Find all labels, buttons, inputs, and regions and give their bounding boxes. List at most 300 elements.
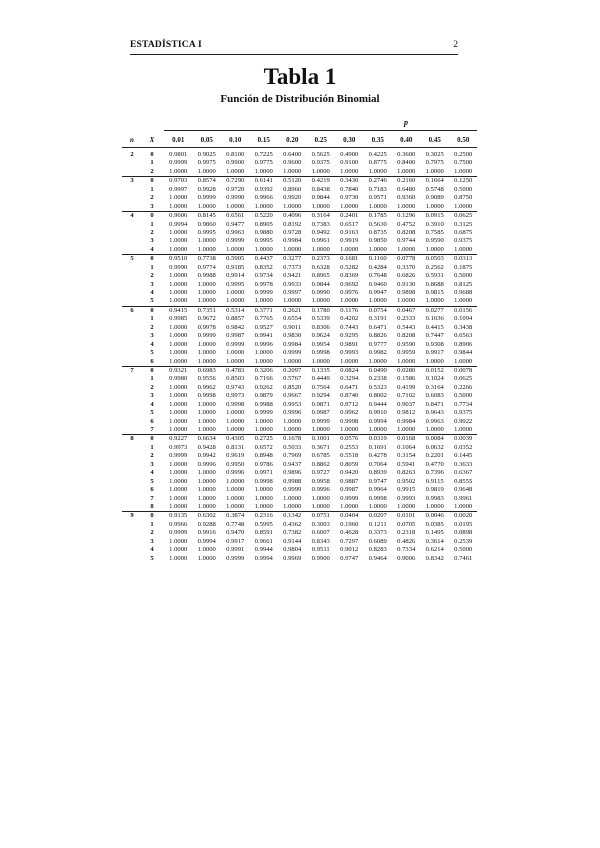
probability-cell: 0.9984 bbox=[397, 417, 416, 425]
probability-cell: 0.9392 bbox=[254, 185, 273, 193]
probability-cell: 1.0000 bbox=[283, 245, 302, 253]
n-header: n bbox=[130, 136, 134, 144]
p-header-6: 0.30 bbox=[343, 136, 356, 144]
x-value: 2 bbox=[150, 323, 154, 331]
probability-cell: 0.0352 bbox=[454, 443, 473, 451]
x-value: 0 bbox=[150, 151, 154, 158]
probability-cell: 1.0000 bbox=[311, 167, 330, 175]
probability-cell: 0.8369 bbox=[340, 272, 359, 280]
p-header-3: 0.15 bbox=[257, 136, 270, 144]
probability-cell: 0.9850 bbox=[368, 237, 387, 245]
x-value: 0 bbox=[150, 512, 154, 520]
probability-cell: 0.9844 bbox=[311, 194, 330, 202]
probability-cell: 0.9999 bbox=[254, 289, 273, 296]
probability-cell: 0.8574 bbox=[197, 177, 216, 185]
probability-cell: 1.0000 bbox=[368, 202, 387, 210]
table-row bbox=[122, 426, 477, 434]
probability-cell: 0.9712 bbox=[340, 400, 359, 408]
probability-cell: 0.9999 bbox=[226, 554, 245, 562]
probability-cell: 1.0000 bbox=[340, 502, 359, 510]
probability-cell: 1.0000 bbox=[226, 167, 245, 175]
probability-cell: 1.0000 bbox=[226, 486, 245, 494]
p-label: p bbox=[404, 118, 408, 127]
table-row bbox=[122, 434, 477, 443]
probability-cell: 0.4225 bbox=[368, 151, 387, 158]
probability-cell: 0.9980 bbox=[169, 375, 188, 383]
probability-cell: 1.0000 bbox=[283, 494, 302, 502]
probability-cell: 0.9375 bbox=[311, 159, 330, 167]
probability-cell: 1.0000 bbox=[283, 357, 302, 365]
probability-cell: 0.4900 bbox=[340, 151, 359, 158]
x-value: 1 bbox=[150, 263, 154, 271]
probability-cell: 0.8343 bbox=[311, 537, 330, 545]
probability-cell: 0.4096 bbox=[283, 212, 302, 220]
probability-cell: 0.1681 bbox=[340, 255, 359, 263]
probability-cell: 0.1001 bbox=[311, 435, 330, 443]
probability-cell: 1.0000 bbox=[169, 546, 188, 554]
probability-cell: 0.1636 bbox=[425, 315, 444, 323]
probability-cell: 0.0625 bbox=[454, 375, 473, 383]
probability-cell: 1.0000 bbox=[197, 554, 216, 562]
probability-cell: 0.8775 bbox=[368, 159, 387, 167]
probability-cell: 1.0000 bbox=[169, 349, 188, 357]
x-value: 0 bbox=[150, 435, 154, 443]
probability-cell: 0.2373 bbox=[311, 255, 330, 263]
probability-cell: 0.6517 bbox=[340, 220, 359, 228]
probability-cell: 0.9947 bbox=[368, 289, 387, 296]
probability-cell: 0.7734 bbox=[454, 400, 473, 408]
probability-cell: 0.9962 bbox=[340, 409, 359, 417]
x-value: 5 bbox=[150, 554, 154, 562]
table-row bbox=[122, 221, 477, 229]
probability-cell: 0.8857 bbox=[226, 315, 245, 323]
probability-cell: 1.0000 bbox=[169, 392, 188, 400]
x-value: 4 bbox=[150, 340, 154, 348]
probability-cell: 0.2539 bbox=[454, 537, 473, 545]
probability-cell: 0.0751 bbox=[311, 512, 330, 520]
probability-cell: 0.9643 bbox=[425, 409, 444, 417]
table-row bbox=[122, 306, 477, 315]
probability-cell: 0.9321 bbox=[169, 366, 188, 374]
probability-cell: 0.7102 bbox=[397, 392, 416, 400]
probability-cell: 1.0000 bbox=[169, 537, 188, 545]
probability-cell: 0.9999 bbox=[226, 237, 245, 245]
probability-cell: 0.9910 bbox=[368, 409, 387, 417]
p-header-2: 0.10 bbox=[229, 136, 242, 144]
probability-cell: 0.8905 bbox=[254, 220, 273, 228]
probability-cell: 0.0195 bbox=[454, 520, 473, 528]
probability-cell: 0.4826 bbox=[397, 537, 416, 545]
probability-cell: 0.9971 bbox=[254, 469, 273, 477]
table-subtitle: Función de Distribución Binomial bbox=[220, 93, 380, 105]
x-value: 1 bbox=[150, 159, 154, 167]
probability-cell: 0.9958 bbox=[311, 477, 330, 485]
probability-cell: 0.5905 bbox=[226, 255, 245, 263]
probability-cell: 0.3438 bbox=[454, 323, 473, 331]
probability-cell: 0.1495 bbox=[425, 529, 444, 537]
probability-cell: 1.0000 bbox=[254, 486, 273, 494]
probability-cell: 1.0000 bbox=[283, 426, 302, 433]
probability-cell: 1.0000 bbox=[169, 477, 188, 485]
probability-cell: 1.0000 bbox=[197, 494, 216, 502]
probability-cell: 0.6554 bbox=[283, 315, 302, 323]
probability-cell: 0.9964 bbox=[368, 486, 387, 494]
probability-cell: 0.5033 bbox=[283, 443, 302, 451]
probability-cell: 0.2500 bbox=[454, 151, 473, 158]
probability-cell: 0.9590 bbox=[425, 237, 444, 245]
probability-cell: 0.9688 bbox=[454, 289, 473, 296]
probability-cell: 0.9844 bbox=[311, 280, 330, 288]
probability-cell: 0.9990 bbox=[226, 194, 245, 202]
probability-cell: 0.9842 bbox=[226, 323, 245, 331]
probability-cell: 0.7765 bbox=[254, 315, 273, 323]
probability-cell: 1.0000 bbox=[368, 426, 387, 433]
probability-cell: 0.7969 bbox=[283, 452, 302, 460]
probability-cell: 0.9590 bbox=[397, 340, 416, 348]
probability-cell: 0.9999 bbox=[197, 194, 216, 202]
x-value: 3 bbox=[150, 460, 154, 468]
probability-cell: 0.2725 bbox=[254, 435, 273, 443]
probability-cell: 1.0000 bbox=[197, 409, 216, 417]
x-value: 3 bbox=[150, 537, 154, 545]
probability-cell: 0.9996 bbox=[226, 469, 245, 477]
probability-cell: 0.9619 bbox=[226, 452, 245, 460]
probability-cell: 0.4628 bbox=[340, 529, 359, 537]
probability-cell: 1.0000 bbox=[169, 245, 188, 253]
probability-cell: 0.9734 bbox=[254, 272, 273, 280]
probability-cell: 1.0000 bbox=[425, 297, 444, 305]
probability-cell: 0.4278 bbox=[368, 452, 387, 460]
probability-cell: 0.0084 bbox=[425, 435, 444, 443]
probability-cell: 0.8342 bbox=[425, 554, 444, 562]
table-row bbox=[122, 176, 477, 185]
probability-cell: 0.2553 bbox=[340, 443, 359, 451]
probability-cell: 1.0000 bbox=[254, 245, 273, 253]
probability-cell: 0.9556 bbox=[197, 375, 216, 383]
table-row bbox=[122, 469, 477, 477]
probability-cell: 1.0000 bbox=[254, 502, 273, 510]
probability-cell: 0.9571 bbox=[368, 194, 387, 202]
probability-cell: 0.0152 bbox=[425, 366, 444, 374]
x-value: 6 bbox=[150, 486, 154, 494]
table-row bbox=[122, 194, 477, 202]
probability-cell: 0.7564 bbox=[311, 383, 330, 391]
probability-cell: 0.2201 bbox=[425, 452, 444, 460]
probability-cell: 0.9624 bbox=[311, 332, 330, 340]
table-row bbox=[122, 418, 477, 426]
probability-cell: 0.3154 bbox=[397, 452, 416, 460]
probability-cell: 0.3874 bbox=[226, 512, 245, 520]
probability-cell: 0.1678 bbox=[283, 435, 302, 443]
probability-cell: 0.9984 bbox=[283, 237, 302, 245]
p-header-4: 0.20 bbox=[286, 136, 299, 144]
probability-cell: 0.9961 bbox=[454, 494, 473, 502]
probability-cell: 0.9115 bbox=[425, 477, 444, 485]
probability-cell: 0.9900 bbox=[311, 554, 330, 562]
p-header-0: 0.01 bbox=[172, 136, 185, 144]
probability-cell: 0.9998 bbox=[311, 349, 330, 357]
probability-cell: 0.6400 bbox=[283, 151, 302, 158]
probability-cell: 0.3600 bbox=[397, 151, 416, 158]
probability-cell: 0.1780 bbox=[311, 306, 330, 314]
probability-cell: 0.3614 bbox=[425, 537, 444, 545]
probability-cell: 0.2338 bbox=[368, 375, 387, 383]
probability-cell: 0.9527 bbox=[254, 323, 273, 331]
probability-cell: 0.9871 bbox=[311, 400, 330, 408]
n-value: 6 bbox=[130, 306, 134, 314]
probability-cell: 0.9777 bbox=[368, 340, 387, 348]
x-value: 6 bbox=[150, 417, 154, 425]
probability-cell: 0.9135 bbox=[169, 512, 188, 520]
probability-cell: 0.9898 bbox=[397, 289, 416, 296]
probability-cell: 0.9896 bbox=[283, 469, 302, 477]
x-value: 2 bbox=[150, 383, 154, 391]
probability-cell: 1.0000 bbox=[197, 245, 216, 253]
probability-cell: 0.8826 bbox=[368, 332, 387, 340]
probability-cell: 0.0467 bbox=[397, 306, 416, 314]
probability-cell: 1.0000 bbox=[425, 202, 444, 210]
probability-cell: 0.5339 bbox=[311, 315, 330, 323]
probability-cell: 0.9692 bbox=[340, 280, 359, 288]
probability-cell: 0.9295 bbox=[340, 332, 359, 340]
probability-cell: 0.1211 bbox=[368, 520, 387, 528]
probability-cell: 0.9990 bbox=[169, 263, 188, 271]
probability-cell: 0.8948 bbox=[254, 452, 273, 460]
probability-cell: 1.0000 bbox=[425, 502, 444, 510]
probability-cell: 0.9963 bbox=[226, 228, 245, 236]
probability-cell: 0.1445 bbox=[454, 452, 473, 460]
probability-cell: 0.7461 bbox=[454, 554, 473, 562]
probability-cell: 0.9997 bbox=[283, 289, 302, 296]
probability-cell: 0.3430 bbox=[340, 177, 359, 185]
probability-cell: 0.1024 bbox=[425, 375, 444, 383]
probability-cell: 1.0000 bbox=[169, 272, 188, 280]
probability-cell: 1.0000 bbox=[226, 357, 245, 365]
header-rule bbox=[122, 147, 477, 148]
probability-cell: 0.9037 bbox=[397, 400, 416, 408]
probability-cell: 1.0000 bbox=[283, 417, 302, 425]
probability-cell: 0.9954 bbox=[311, 340, 330, 348]
probability-cell: 1.0000 bbox=[397, 357, 416, 365]
probability-cell: 0.9375 bbox=[454, 237, 473, 245]
x-value: 0 bbox=[150, 255, 154, 263]
probability-cell: 0.3003 bbox=[311, 520, 330, 528]
probability-cell: 0.5995 bbox=[254, 520, 273, 528]
probability-cell: 0.8688 bbox=[425, 280, 444, 288]
probability-cell: 0.9973 bbox=[226, 392, 245, 400]
probability-cell: 0.7840 bbox=[340, 185, 359, 193]
probability-cell: 0.7748 bbox=[226, 520, 245, 528]
probability-cell: 0.6480 bbox=[397, 185, 416, 193]
probability-cell: 0.9606 bbox=[169, 212, 188, 220]
probability-cell: 1.0000 bbox=[169, 237, 188, 245]
probability-cell: 0.9978 bbox=[254, 280, 273, 288]
probability-cell: 0.9917 bbox=[425, 349, 444, 357]
probability-cell: 0.5625 bbox=[311, 151, 330, 158]
probability-cell: 1.0000 bbox=[454, 502, 473, 510]
probability-cell: 0.7396 bbox=[425, 469, 444, 477]
probability-cell: 0.9998 bbox=[226, 400, 245, 408]
probability-cell: 0.8960 bbox=[283, 185, 302, 193]
probability-cell: 0.9928 bbox=[197, 185, 216, 193]
table-row bbox=[122, 366, 477, 375]
probability-cell: 1.0000 bbox=[169, 383, 188, 391]
probability-cell: 0.6471 bbox=[340, 383, 359, 391]
probability-cell: 0.5748 bbox=[425, 185, 444, 193]
probability-cell: 0.9294 bbox=[311, 392, 330, 400]
probability-cell: 0.0046 bbox=[425, 512, 444, 520]
table-row bbox=[122, 546, 477, 554]
probability-cell: 1.0000 bbox=[197, 340, 216, 348]
x-value: 4 bbox=[150, 245, 154, 253]
probability-cell: 0.9985 bbox=[169, 315, 188, 323]
probability-cell: 0.9987 bbox=[340, 486, 359, 494]
x-value: 7 bbox=[150, 494, 154, 502]
probability-cell: 0.7297 bbox=[340, 537, 359, 545]
probability-cell: 0.1785 bbox=[368, 212, 387, 220]
probability-cell: 0.6471 bbox=[368, 323, 387, 331]
table-row bbox=[122, 332, 477, 340]
probability-cell: 0.5630 bbox=[368, 220, 387, 228]
page-number: 2 bbox=[453, 40, 458, 50]
probability-cell: 0.8100 bbox=[226, 151, 245, 158]
probability-cell: 0.9999 bbox=[311, 417, 330, 425]
probability-cell: 0.2746 bbox=[368, 177, 387, 185]
probability-cell: 1.0000 bbox=[169, 340, 188, 348]
probability-cell: 1.0000 bbox=[254, 202, 273, 210]
probability-cell: 0.1875 bbox=[454, 263, 473, 271]
probability-cell: 0.9998 bbox=[368, 494, 387, 502]
table-row bbox=[122, 254, 477, 263]
probability-cell: 1.0000 bbox=[397, 297, 416, 305]
probability-cell: 0.5282 bbox=[340, 263, 359, 271]
probability-cell: 0.2160 bbox=[397, 177, 416, 185]
table-title: Tabla 1 bbox=[263, 64, 337, 89]
probability-cell: 0.5443 bbox=[397, 323, 416, 331]
top-rule bbox=[164, 130, 477, 131]
probability-cell: 0.9420 bbox=[340, 469, 359, 477]
probability-cell: 0.8750 bbox=[454, 194, 473, 202]
probability-cell: 0.0207 bbox=[368, 512, 387, 520]
table-row bbox=[122, 392, 477, 400]
probability-cell: 0.4305 bbox=[226, 435, 245, 443]
table-row bbox=[122, 281, 477, 289]
p-header-9: 0.45 bbox=[428, 136, 441, 144]
probability-cell: 1.0000 bbox=[169, 426, 188, 433]
table-row bbox=[122, 409, 477, 417]
probability-cell: 0.9997 bbox=[169, 185, 188, 193]
probability-cell: 0.2401 bbox=[340, 212, 359, 220]
probability-cell: 1.0000 bbox=[454, 357, 473, 365]
probability-cell: 0.8735 bbox=[368, 228, 387, 236]
table-row bbox=[122, 461, 477, 469]
probability-cell: 0.9891 bbox=[340, 340, 359, 348]
table-row bbox=[122, 375, 477, 383]
probability-cell: 0.6785 bbox=[311, 452, 330, 460]
probability-cell: 0.7500 bbox=[454, 159, 473, 167]
probability-cell: 1.0000 bbox=[397, 426, 416, 433]
probability-cell: 0.6983 bbox=[197, 366, 216, 374]
probability-cell: 0.9996 bbox=[254, 340, 273, 348]
probability-cell: 0.2318 bbox=[397, 529, 416, 537]
probability-cell: 0.4415 bbox=[425, 323, 444, 331]
probability-cell: 1.0000 bbox=[169, 400, 188, 408]
probability-cell: 0.6302 bbox=[197, 512, 216, 520]
probability-cell: 0.4219 bbox=[311, 177, 330, 185]
probability-cell: 0.9995 bbox=[197, 228, 216, 236]
probability-cell: 0.7183 bbox=[368, 185, 387, 193]
probability-cell: 0.0319 bbox=[368, 435, 387, 443]
x-value: 6 bbox=[150, 357, 154, 365]
probability-cell: 1.0000 bbox=[254, 494, 273, 502]
table-row bbox=[122, 264, 477, 272]
probability-cell: 0.0490 bbox=[368, 366, 387, 374]
probability-cell: 0.4770 bbox=[425, 460, 444, 468]
probability-cell: 0.9990 bbox=[311, 289, 330, 296]
probability-cell: 0.5323 bbox=[368, 383, 387, 391]
table-row bbox=[122, 511, 477, 520]
probability-cell: 0.6826 bbox=[397, 272, 416, 280]
table-row bbox=[122, 315, 477, 323]
n-value: 5 bbox=[130, 255, 134, 263]
table-row bbox=[122, 349, 477, 357]
probability-cell: 0.8906 bbox=[454, 340, 473, 348]
probability-cell: 0.1586 bbox=[397, 375, 416, 383]
probability-cell: 0.7373 bbox=[283, 263, 302, 271]
probability-cell: 1.0000 bbox=[311, 297, 330, 305]
probability-cell: 0.4202 bbox=[340, 315, 359, 323]
probability-cell: 0.9887 bbox=[340, 477, 359, 485]
probability-cell: 0.9961 bbox=[311, 237, 330, 245]
probability-cell: 1.0000 bbox=[425, 245, 444, 253]
probability-cell: 0.1296 bbox=[397, 212, 416, 220]
probability-cell: 0.9999 bbox=[169, 159, 188, 167]
probability-cell: 0.8002 bbox=[368, 392, 387, 400]
table-row bbox=[122, 503, 477, 511]
probability-cell: 0.0778 bbox=[397, 255, 416, 263]
probability-cell: 0.9999 bbox=[169, 529, 188, 537]
probability-cell: 0.6563 bbox=[454, 332, 473, 340]
probability-cell: 0.9089 bbox=[425, 194, 444, 202]
probability-cell: 1.0000 bbox=[368, 297, 387, 305]
probability-cell: 1.0000 bbox=[169, 202, 188, 210]
probability-cell: 0.0705 bbox=[397, 520, 416, 528]
probability-cell: 0.7383 bbox=[311, 220, 330, 228]
probability-cell: 0.9998 bbox=[340, 417, 359, 425]
probability-cell: 0.9600 bbox=[283, 159, 302, 167]
probability-cell: 1.0000 bbox=[169, 357, 188, 365]
probability-cell: 0.6083 bbox=[425, 392, 444, 400]
probability-cell: 0.0898 bbox=[454, 529, 473, 537]
probability-cell: 0.1664 bbox=[425, 177, 444, 185]
table-row bbox=[122, 521, 477, 529]
probability-cell: 0.9880 bbox=[254, 228, 273, 236]
probability-cell: 0.9844 bbox=[454, 349, 473, 357]
probability-cell: 0.8131 bbox=[226, 443, 245, 451]
probability-cell: 0.9922 bbox=[454, 417, 473, 425]
probability-cell: 0.8965 bbox=[311, 272, 330, 280]
probability-cell: 0.9006 bbox=[397, 554, 416, 562]
probability-cell: 1.0000 bbox=[311, 245, 330, 253]
table-row bbox=[122, 168, 477, 176]
table-row bbox=[122, 341, 477, 349]
probability-cell: 1.0000 bbox=[169, 469, 188, 477]
probability-cell: 0.6572 bbox=[254, 443, 273, 451]
probability-cell: 0.9987 bbox=[311, 409, 330, 417]
probability-cell: 0.9360 bbox=[397, 194, 416, 202]
probability-cell: 0.9950 bbox=[226, 460, 245, 468]
table-row bbox=[122, 486, 477, 494]
